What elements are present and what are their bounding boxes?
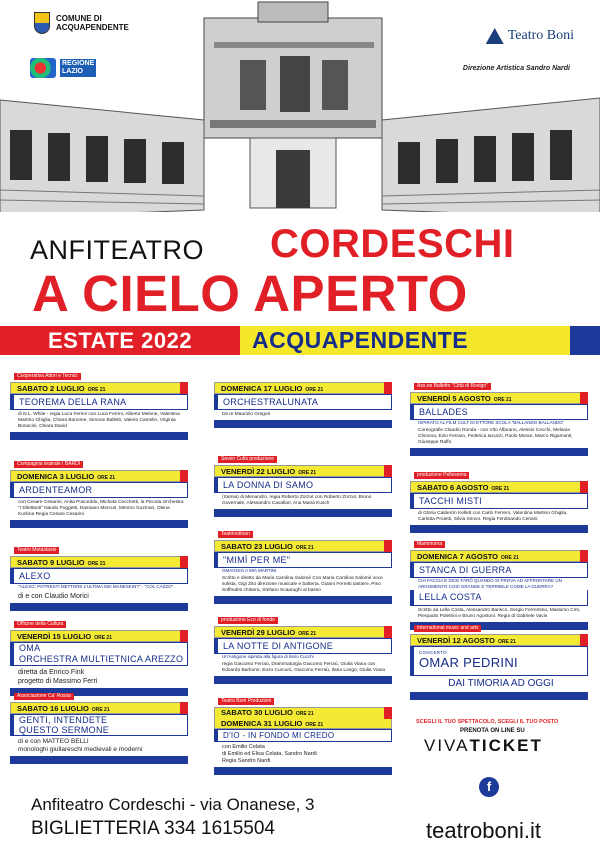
- event-details: Scritto e diretto da Maria Carolina Salomè Con Maria Carolina Salomè voce solista, Gigi Zito direzione musicale e batteria, Gianni Ferretti tastiere, Pino Soffredini chitarra, Stefano Scaarughi al basso: [214, 574, 392, 604]
- event-details: (Samia) di Menandro, regia Roberto Zorzut con Roberto Zorzut, Bruno Governale, Alessandro Cavallari, Ana Maria Kusch: [214, 493, 392, 517]
- teatro-boni-name: Teatro Boni: [507, 28, 574, 43]
- facebook-icon[interactable]: f: [479, 777, 499, 797]
- event-subtitle: "ALEXO: POTRESTI METTERE L'ULTIMA DEI MANESKIN?" - "COL CAZZO": [18, 584, 174, 589]
- event-performer: LELLA COSTA: [410, 590, 588, 606]
- organizer: Mammoma: [414, 541, 445, 548]
- event-card: [214, 689, 392, 775]
- event-card: [10, 452, 188, 528]
- event-card: [10, 538, 188, 611]
- organizer: Seven Cults produzione: [218, 456, 277, 463]
- organizer: Compagnia teatrale I BARDI: [14, 461, 83, 468]
- event-title: ALEXO: [10, 568, 188, 584]
- title-cielo-aperto: A CIELO APERTO: [32, 265, 468, 322]
- event-date: VENERDÌ 12 AGOSTO ORE 21: [410, 634, 588, 646]
- event-title: CONCERTO OMAR PEDRINI: [410, 646, 588, 676]
- event-title: GENTI, INTENDETE QUESTO SERMONE: [10, 714, 188, 736]
- event-details: Scritto da Lella Costa, Alessandro Barisco, Sergio Ferrentino, Massimo Cirri, Pierpaolo Poletrini e Bruno Agostoni. Regia di Gabriele Vacis: [410, 606, 588, 630]
- crest-icon: [34, 12, 50, 34]
- title-anfiteatro: ANFITEATRO: [30, 235, 205, 265]
- event-date: DOMENICA 17 LUGLIO ORE 21: [214, 382, 392, 394]
- event-date: VENERDÌ 15 LUGLIO ORE 21: [10, 630, 188, 642]
- event-date: SABATO 23 LUGLIO ORE 21: [214, 540, 392, 552]
- organizer: Teatrinottoon: [218, 531, 253, 538]
- event-title: LA NOTTE DI ANTIGONE: [214, 638, 392, 654]
- teatro-boni-logo: [486, 28, 574, 44]
- event-title: LA DONNA DI SAMO: [214, 477, 392, 493]
- vivaticket-logo[interactable]: VIVATICKET: [424, 736, 543, 755]
- event-details: regia Giacomo Ferraù, Drammaturgia Giacomo Ferraù, Giulia Viana con Edoardo Barbone, Enzo Curcurù, Giacomo Ferraù, Ilaria Longo, Giulia Viana: [214, 660, 392, 684]
- event-subtitle: Un'Antigone ispirata alla figura di Ilario Cucchi: [222, 654, 314, 659]
- event-date: SABATO 9 LUGLIO ORE 21: [10, 556, 188, 568]
- lazio-text: REGIONE LAZIO: [62, 60, 95, 75]
- organizer: Ass.ne Balletto "Città di Rovigo": [414, 383, 491, 390]
- event-details: con Cesare Cesarini, Anita Pusceddu, Michela Cecchetti, la Piccola Orchestra "I Dilettanti" Nando Poggetti, Damiano Mercuri, Mimmo Guzman, Olena Kurkina Regia Cesare Cesarini: [10, 498, 188, 528]
- event-details: Dir.re Maurizio Gregori: [214, 410, 392, 428]
- event-title: "MIMÌ PER ME": [214, 552, 392, 568]
- event-details: di Gloria Calderón Kellett con Carlo Ferrero, Valentina Martino Ghiglia, Carlotta Proietti, Silvia Sirovo. Regia Ferdinando Ceriani: [410, 509, 588, 533]
- organizer: Officine della Cultura: [14, 621, 66, 628]
- event-card: [410, 463, 588, 533]
- event-date: SABATO 6 AGOSTO ORE 21: [410, 481, 588, 493]
- event-date: VENERDÌ 29 LUGLIO ORE 21: [214, 626, 392, 638]
- biglietteria-phone: BIGLIETTERIA 334 1615504: [31, 818, 275, 839]
- event-details: con Emilio Celata di Emilio ed Elisa Celata, Sandro Nardi Regia Sandro Nardi: [214, 742, 392, 775]
- theatre-mark-icon: [486, 28, 504, 44]
- event-title: D'IO - IN FONDO MI CREDO: [214, 729, 392, 742]
- organizer: International music and arts: [414, 625, 481, 632]
- event-title: ORCHESTRALUNATA: [214, 394, 392, 410]
- address: Anfiteatro Cordeschi - via Onanese, 3: [31, 795, 315, 814]
- event-card: [214, 522, 392, 604]
- regione-lazio-logo: [30, 58, 96, 78]
- event-date: SABATO 2 LUGLIO ORE 21: [10, 382, 188, 394]
- event-title: TACCHI MISTI: [410, 493, 588, 509]
- organizer: Cooperativa Attori e Tecnici: [14, 373, 81, 380]
- event-title: BALLADES: [410, 404, 588, 420]
- title-cordeschi: CORDESCHI: [270, 222, 515, 266]
- prenota-text: PRENOTA ON LINE SU: [460, 728, 525, 734]
- organizer: Teatro Metastasio: [14, 547, 59, 554]
- event-subtitle: ISPIRATO AL FILM CULT DI ETTORE SCOLA "BALLANDO BALLANDO": [418, 420, 565, 425]
- event-details: di e con Claudio Morici: [10, 590, 188, 611]
- event-date: VENERDÌ 22 LUGLIO ORE 21: [214, 465, 392, 477]
- event-date: DOMENICA 3 LUGLIO ORE 21: [10, 470, 188, 482]
- event-card: [410, 616, 588, 700]
- organizer: produzione Eco di fondo: [218, 617, 278, 624]
- event-card: [214, 608, 392, 684]
- event-date: SABATO 30 LUGLIO ORE 21 DOMENICA 31 LUGLIO ORE 21: [214, 707, 392, 729]
- event-title: ARDENTEAMOR: [10, 482, 188, 498]
- event-title: TEOREMA DELLA RANA: [10, 394, 188, 410]
- website-link[interactable]: teatroboni.it: [426, 818, 541, 843]
- event-title: STANCA DI GUERRA: [410, 562, 588, 578]
- event-subtitle: OMAGGIO A MIA MARTINI: [222, 568, 277, 573]
- lazio-emblem-icon: [30, 58, 56, 78]
- direzione-artistica: Direzione Artistica Sandro Nardi: [462, 65, 570, 72]
- event-title: OMA ORCHESTRA MULTIETNICA AREZZO: [10, 642, 188, 666]
- event-subtitle: CHI FACCIA E DICE FARÒ QUANDO SI PROVA AD AFFRONTARE UN ARGOMENTO COSÌ GRANDE E TERRIBILE COME LA GUERRA?: [418, 578, 562, 589]
- event-card: [214, 382, 392, 428]
- event-date: DOMENICA 7 AGOSTO ORE 21: [410, 550, 588, 562]
- organizer: produzione Pellesema: [414, 472, 469, 479]
- event-details: di e con MATTEO BELLI monologhi giullareschi medievali e moderni: [10, 736, 188, 764]
- event-date: VENERDÌ 5 AGOSTO ORE 21: [410, 392, 588, 404]
- event-card: [10, 364, 188, 440]
- event-details: diretta da Enrico Fink progetto di Massimo Ferri: [10, 666, 188, 696]
- event-details: Coreografie Claudio Ronda - con Vito Alfarano, Alessio Cecchi, Melania Chionna, Ezio Ferraro, Federica Iacuzzi, Paolo Moran, Marco Rigamonti, Giuseppe Raffo: [410, 426, 588, 456]
- organizer: Teatro Boni Produzioni: [218, 698, 274, 705]
- event-details: di N.L. White - regia Luca Ferrini con Luca Ferrini, Alberto Melone, Valentina Martino Ghiglia, Chiara Bonome, Simone Balletti, Valerio Camelin, Virginia Bonacini, Chiara David: [10, 410, 188, 440]
- citta-label: ACQUAPENDENTE: [240, 326, 570, 355]
- event-date: SABATO 16 LUGLIO ORE 21: [10, 702, 188, 714]
- event-card: [410, 374, 588, 456]
- season-band: [0, 326, 600, 355]
- comune-text: COMUNE DI ACQUAPENDENTE: [56, 14, 129, 32]
- estate-label: ESTATE 2022: [40, 326, 240, 355]
- scegli-text: SCEGLI IL TUO SPETTACOLO, SCEGLI IL TUO POSTO: [416, 719, 559, 725]
- event-details: DAI TIMORIA AD OGGI: [410, 676, 588, 700]
- event-card: [214, 447, 392, 517]
- organizer: Associazione Ca' Rossa: [14, 693, 74, 700]
- event-card: [10, 684, 188, 764]
- hero-image: [0, 0, 600, 232]
- comune-logo: [34, 12, 129, 34]
